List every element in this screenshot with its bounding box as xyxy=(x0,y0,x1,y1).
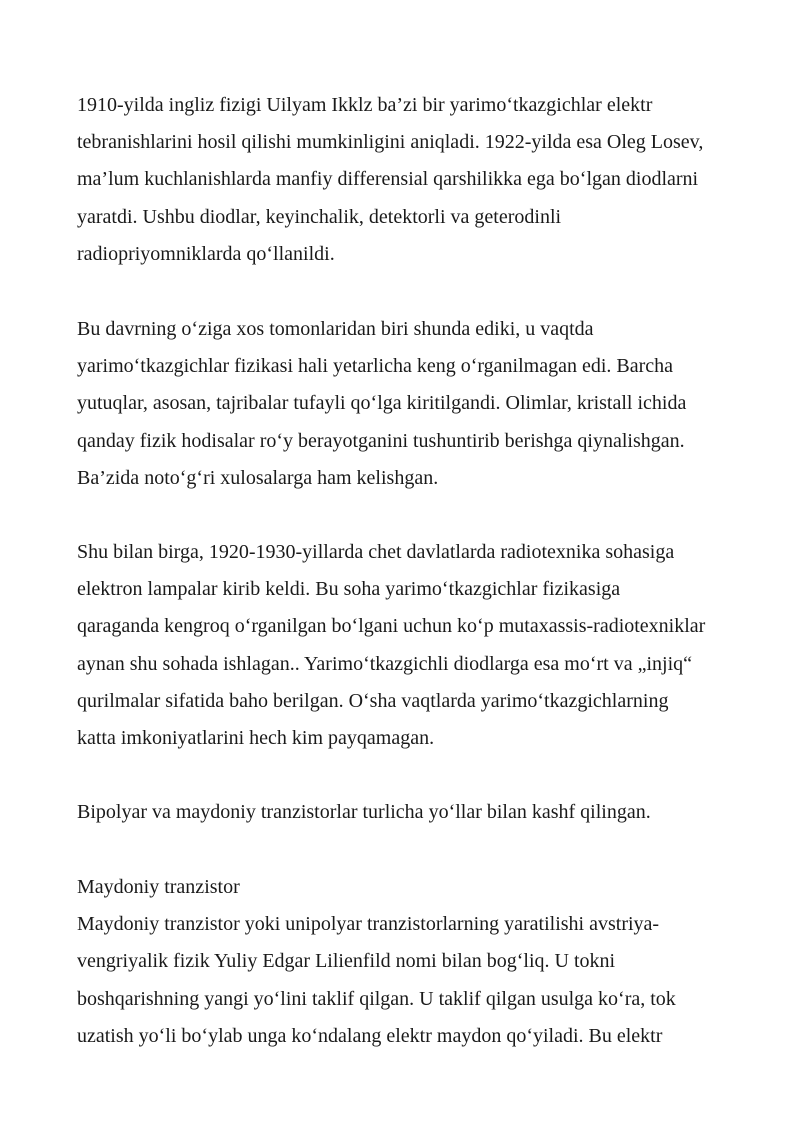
text-line: qanday fizik hodisalar ro‘y berayotganini tushuntirib berishga qiynalishgan. xyxy=(77,429,685,452)
text-line: elektron lampalar kirib keldi. Bu soha yarimo‘tkazgichlar fizikasiga xyxy=(77,578,621,601)
section-heading: Maydoniy tranzistor xyxy=(77,876,240,898)
paragraph-radiotechnics xyxy=(77,534,777,757)
text-line: 1910-yilda ingliz fizigi Uilyam Ikklz ba’zi bir yarimo‘tkazgichlar elektr xyxy=(77,94,653,116)
text-line: ma’lum kuchlanishlarda manfiy differensial qarshilikka ega bo‘lgan diodlarni xyxy=(77,168,699,191)
text-line: yarimo‘tkazgichlar fizikasi hali yetarlicha keng o‘rganilmagan edi. Barcha xyxy=(77,355,674,378)
text-line: yutuqlar, asosan, tajribalar tufayli qo‘lga kiritilgandi. Olimlar, kristall ichida xyxy=(77,392,687,415)
text-line: tebranishlarini hosil qilishi mumkinligini aniqladi. 1922-yilda esa Oleg Losev, xyxy=(77,131,704,154)
paragraph-era-features xyxy=(77,311,777,497)
paragraph-transistor-discovery xyxy=(77,794,777,831)
text-line: Ba’zida noto‘g‘ri xulosalarga ham kelishgan. xyxy=(77,466,439,489)
text-line: katta imkoniyatlarini hech kim payqamagan. xyxy=(77,726,435,749)
text-line: boshqarishning yangi yo‘lini taklif qilgan. U taklif qilgan usulga ko‘ra, tok xyxy=(77,987,676,1010)
text-line: vengriyalik fizik Yuliy Edgar Lilienfild nomi bilan bog‘liq. U tokni xyxy=(77,950,616,973)
paragraph-history-1910 xyxy=(77,87,777,273)
text-line: radiopriyomniklarda qo‘llanildi. xyxy=(77,242,335,265)
text-line: yaratdi. Ushbu diodlar, keyinchalik, detektorli va geterodinli xyxy=(77,205,562,228)
text-line: Bu davrning o‘ziga xos tomonlaridan biri shunda ediki, u vaqtda xyxy=(77,318,594,340)
text-line: aynan shu sohada ishlagan.. Yarimo‘tkazgichli diodlarga esa mo‘rt va „injiq“ xyxy=(77,652,693,675)
text-line: Shu bilan birga, 1920-1930-yillarda chet davlatlarda radiotexnika sohasiga xyxy=(77,541,675,563)
text-line: qurilmalar sifatida baho berilgan. O‘sha vaqtlarda yarimo‘tkazgichlarning xyxy=(77,689,669,712)
text-line: Maydoniy tranzistor yoki unipolyar tranzistorlarning yaratilishi avstriya- xyxy=(77,913,660,936)
text-line: qaraganda kengroq o‘rganilgan bo‘lgani uchun ko‘p mutaxassis-radiotexniklar xyxy=(77,615,706,638)
paragraph-field-effect-transistor xyxy=(77,869,777,1055)
text-line: Bipolyar va maydoniy tranzistorlar turlicha yo‘llar bilan kashf qilingan. xyxy=(77,801,651,823)
text-line: uzatish yo‘li bo‘ylab unga ko‘ndalang elektr maydon qo‘yiladi. Bu elektr xyxy=(77,1024,663,1047)
